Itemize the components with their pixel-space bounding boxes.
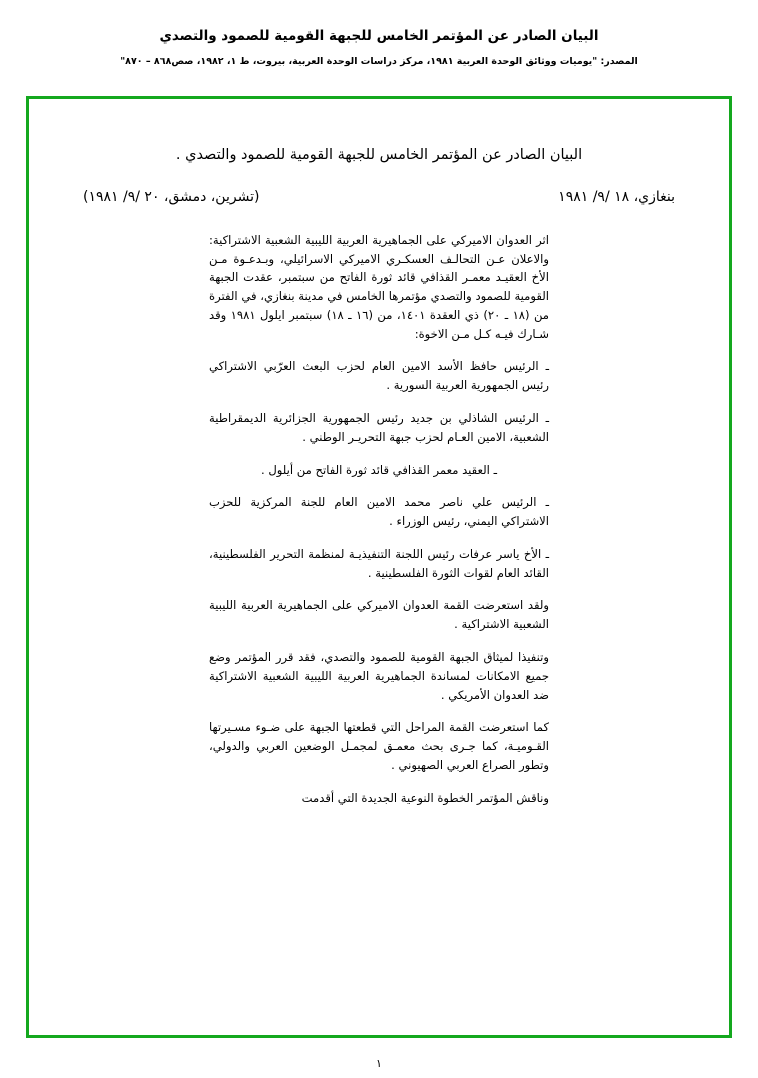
paragraph: كما استعرضت القمة المراحل التي قطعتها الجبهة على ضـوء مسـيرتها القـوميـة، كما جـرى بحث معمـق لمجمـل الوضعين العربي والدولي، وتطور الصراع العربي الصهيوني . bbox=[209, 720, 549, 772]
paragraph: ـ العقيد معمر القذافي قائد ثورة الفاتح من أيلول . bbox=[261, 462, 497, 477]
dateline-left: (تشرين، دمشق، ٢٠ /٩/ ١٩٨١) bbox=[83, 188, 260, 205]
header-title: البيان الصادر عن المؤتمر الخامس للجبهة القومية للصمود والتصدي bbox=[159, 28, 599, 44]
dateline-right: بنغازي، ١٨ /٩/ ١٩٨١ bbox=[558, 188, 675, 205]
paragraph: ـ الرئيس علي ناصر محمد الامين العام للجنة المركزية للحزب الاشتراكي اليمني، رئيس الوزراء . bbox=[209, 495, 549, 529]
paragraph: اثر العدوان الاميركي على الجماهيرية العربية الليبية الشعبية الاشتراكية: والاعلان عـن التحالـف العسكـري الاميركي الاسرائيلي، وبـدعـوة مـن الأخ العقيـد معمـر القذافي قائد ثورة الفاتح من سبتمبر، عقدت الجبهة القومية للصمود والتصدي مؤتمرها الخامس في مدينة بنغازي، في الفترة من (١٨ ـ ٢٠) ذي العقدة ١٤٠١، من (١٦ ـ ١٨) سبتمبر ايلول ١٩٨١ وقد شـارك فيـه كـل مـن الاخوة: bbox=[209, 232, 549, 341]
page-number: ١ bbox=[376, 1057, 382, 1070]
document-title: البيان الصادر عن المؤتمر الخامس للجبهة القومية للصمود والتصدي . bbox=[175, 147, 583, 163]
paragraph: ـ الأخ ياسر عرفات رئيس اللجنة التنفيذيـة لمنظمة التحرير الفلسطينية، القائد العام لقوات الثورة الفلسطينية . bbox=[209, 546, 549, 580]
dateline bbox=[83, 189, 675, 205]
green-border-frame bbox=[26, 96, 732, 1038]
paragraph: وتنفيذا لميثاق الجبهة القومية للصمود والتصدي، فقد قرر المؤتمر وضع جميع الامكانات لمساندة الجماهيرية العربية الليبية الشعبية الاشتراكية ضد العدوان الأمريكي . bbox=[209, 650, 549, 702]
header-source: المصدر: "يوميات ووثائق الوحدة العربية ١٩٨١، مركز دراسات الوحدة العربية، بيروت، ط ١، ١٩٨٢، ص‏ص‏٨٦٨ – ٨٧٠" bbox=[120, 55, 638, 67]
paragraph: ـ الرئيس حافظ الأسد الامين العام لحزب البعث العرّبي الاشتراكي رئيس الجمهورية العربية السورية . bbox=[209, 359, 549, 393]
body-column bbox=[209, 231, 549, 808]
paragraph: ـ الرئيس الشاذلي بن جديد رئيس الجمهورية الجزائرية الديمقراطية الشعبية، الامين العـام لحزب جبهة التحريـر الوطني . bbox=[209, 411, 549, 444]
paragraph: وناقش المؤتمر الخطوة النوعية الجديدة التي أقدمت bbox=[301, 790, 549, 805]
paragraph: ولقد استعرضت القمة العدوان الاميركي على الجماهيرية العربية الليبية الشعبية الاشتراكية . bbox=[209, 598, 549, 632]
page-header bbox=[0, 0, 758, 68]
document-content bbox=[29, 99, 729, 1035]
